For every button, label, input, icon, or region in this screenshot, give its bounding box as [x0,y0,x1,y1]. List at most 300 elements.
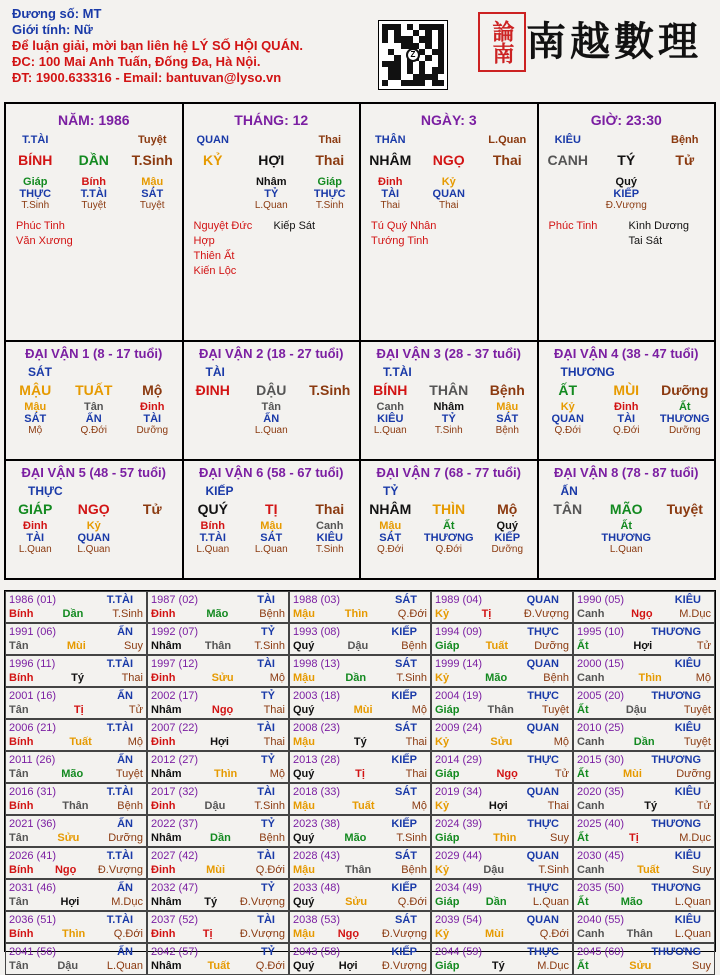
year-stage: Đ.Vượng [523,608,569,620]
dai-van-cell [5,341,183,460]
year-cell [147,591,289,623]
year-branch: Ngọ [337,928,360,940]
dai-van-ten-god-cell [301,413,360,425]
year-line-1 [577,785,711,799]
dai-van-stage-cell: Q.Đới [612,425,640,436]
year-stage: T.Sinh [396,832,427,844]
dai-van-ten-god [361,413,537,425]
pillar-stage [6,200,182,211]
year-cell [147,719,289,751]
year-line-2 [9,927,143,941]
star-item: Văn Xương [16,235,73,247]
year-branch: Mão [485,672,508,684]
year-ten-god: KIẾP [391,690,417,702]
dai-van-stage-cell [656,544,715,555]
year-ten-god: TỶ [260,690,275,702]
year-branch: Thân [487,704,514,716]
year-ten-god: QUAN [526,658,559,670]
year-stem: Nhâm [151,832,182,844]
year-ten-god: THƯƠNG [651,882,701,894]
year-branch: Dậu [347,640,369,652]
dai-van-hidden-stem [361,401,537,413]
dai-van-main-cell: Mộ [142,382,163,398]
red-seal [478,12,526,72]
dai-van-stage [6,425,182,436]
year-branch: Dần [210,832,231,844]
year-stage: L.Quan [674,896,711,908]
year-ten-god: KIẾP [391,818,417,830]
year-stem: Mậu [293,736,315,748]
year-label: 2004 (19) [435,690,483,702]
year-cell [289,687,431,719]
year-label: 2000 (15) [577,658,625,670]
year-line-2 [293,735,427,749]
dai-van-stage-cell: L.Quan [373,425,407,436]
year-label: 2026 (41) [9,850,57,862]
year-line-2 [9,895,143,909]
dai-van-stage-cell [539,544,598,555]
dai-van-hidden-stem-cell: Mậu [260,520,283,532]
year-line-1 [151,689,285,703]
year-ten-god: TỶ [260,882,275,894]
dai-van-ten-god-cell: TỶ [441,413,456,425]
dai-van-main-cell: QUÝ [197,501,228,517]
qr-module [438,80,444,86]
year-branch: Mùi [66,640,86,652]
dai-van-hidden-stem [539,520,715,532]
dai-van-ten-god-cell: THƯƠNG [423,532,474,544]
year-stem: Tân [9,768,29,780]
year-cell [573,751,715,783]
year-cell [5,783,147,815]
year-label: 2034 (49) [435,882,483,894]
dai-van-ten-god [539,413,715,425]
year-line-1 [9,753,143,767]
year-branch: Tị [73,704,84,716]
year-line-1 [293,689,427,703]
year-stage: Thai [263,736,285,748]
year-branch: Dậu [57,960,79,972]
year-ten-god: T.TÀI [106,914,133,926]
year-line-1 [151,593,285,607]
dai-van-stage [6,544,182,555]
dai-van-main [6,501,182,517]
year-stem: Đinh [151,736,176,748]
year-ten-god: T.TÀI [106,786,133,798]
year-cell [5,655,147,687]
year-stage: Suy [692,960,711,972]
dai-van-hidden-stem-cell: Ất [442,520,455,532]
year-label: 1991 (06) [9,626,57,638]
year-stem: Quý [293,768,315,780]
dai-van-ten-god [539,532,715,544]
year-stem: Tân [9,832,29,844]
year-branch: Dậu [204,800,226,812]
pillar-top-cell: THÂN [374,134,406,146]
year-stem: Kỷ [435,928,450,940]
pillar-stars-left [549,219,629,249]
year-label: 2017 (32) [151,786,199,798]
year-label: 2023 (38) [293,818,341,830]
year-line-2 [435,927,569,941]
year-stem: Canh [577,928,605,940]
year-stage: Đ.Vượng [239,896,285,908]
pillar-stage-cell [539,200,598,211]
dai-van-ten-god-cell [539,532,598,544]
year-stage: Tử [128,704,143,716]
year-ten-god: TỶ [260,818,275,830]
year-ten-god: TỶ [260,754,275,766]
year-label: 2001 (16) [9,690,57,702]
year-branch: Tý [491,960,505,972]
pillar-hidden-stem-cell [184,176,243,188]
year-label: 1986 (01) [9,594,57,606]
pillar-hidden-stem-cell: Quý [615,176,637,188]
star-item: Tai Sát [628,235,663,247]
year-line-2 [151,831,285,845]
year-line-2 [577,767,711,781]
year-cell [289,751,431,783]
year-stage: Tuyệt [541,704,569,716]
year-line-1 [293,945,427,959]
year-cell [431,911,573,943]
year-line-2 [293,703,427,717]
dai-van-title: ĐẠI VẬN 5 (48 - 57 tuổi) [21,465,166,480]
year-line-1 [293,881,427,895]
year-ten-god: THỰC [527,690,559,702]
year-cell [147,687,289,719]
star-item: Kiếp Sát [273,220,316,232]
dai-van-main [184,382,360,398]
year-line-2 [151,927,285,941]
year-label: 2011 (26) [9,754,56,766]
pillar-main-cell: NHÂM [369,152,412,168]
year-stage: Đ.Vượng [97,864,143,876]
year-ten-god: TỶ [260,626,275,638]
year-stage: Thai [405,736,427,748]
pillar-hidden-stem [6,176,182,188]
pillar-main [539,152,715,168]
year-line-2 [9,831,143,845]
year-ten-god: ẤN [117,882,133,894]
dai-van-stage-cell: L.Quan [18,544,52,555]
year-cell [5,879,147,911]
dai-van-hidden-stem-cell [123,520,182,532]
year-line-1 [151,721,285,735]
year-line-1 [9,593,143,607]
dai-van-cell [5,460,183,579]
pillar-hidden-stem [539,176,715,188]
dai-van-main-cell: MÙI [613,382,640,398]
year-branch: Tý [71,672,84,684]
star-item: Tướng Tinh [371,235,429,247]
year-cell [431,847,573,879]
year-ten-god: THƯƠNG [651,946,701,958]
dai-van-hidden-stem-cell: Kỷ [560,401,575,413]
year-line-1 [151,849,285,863]
year-branch: Ngọ [496,768,518,780]
year-stem: Ất [577,640,589,652]
year-cell [573,847,715,879]
pillar-main-cell: T.Sinh [131,152,173,168]
dai-van-hidden-stem-cell: Bính [200,520,225,532]
year-line-2 [9,767,143,781]
year-label: 2037 (52) [151,914,199,926]
year-stem: Canh [577,800,605,812]
year-ten-god: T.TÀI [106,850,133,862]
dai-van-cell [183,341,361,460]
year-line-1 [151,913,285,927]
year-line-1 [293,625,427,639]
year-stem: Đinh [151,928,176,940]
dai-van-ten-god [184,413,360,425]
year-ten-god: ẤN [117,946,133,958]
pillar-hidden-stem-cell: Mậu [141,176,164,188]
pillar-cell [360,103,538,341]
year-line-1 [293,785,427,799]
dai-van-main-cell: MẬU [19,382,52,398]
year-stem: Mậu [293,864,315,876]
dai-van-hidden-stem-cell: Tân [261,401,282,413]
year-branch: Hợi [488,800,508,812]
year-label: 1994 (09) [435,626,483,638]
year-label: 2022 (37) [151,818,199,830]
dai-van-hidden-stem-cell [656,520,715,532]
year-branch: Tuất [207,960,230,972]
pillar-stars [361,219,537,249]
year-cell [431,815,573,847]
dai-van-ten-god-cell: THƯƠNG [659,413,710,425]
dai-van-stage-cell: Bệnh [495,425,519,436]
year-stage: T.Sinh [396,672,427,684]
pillar-top-cell [420,134,479,146]
dai-van-hidden-stem [184,520,360,532]
year-branch: Tị [629,832,639,844]
year-line-1 [9,785,143,799]
year-ten-god: KIẾP [391,946,417,958]
dai-van-stage-cell: T.Sinh [434,425,463,436]
year-branch: Sửu [345,896,368,908]
year-stem: Quý [293,960,315,972]
year-stage: Mộ [553,736,569,748]
year-branch: Mùi [622,768,642,780]
year-ten-god: KIÊU [674,722,701,734]
pillar-stars [184,219,360,279]
year-stem: Mậu [293,928,315,940]
year-label: 2014 (29) [435,754,483,766]
dai-van-main-cell: Tuyệt [666,501,703,517]
year-cell [147,815,289,847]
dai-van-cell [183,460,361,579]
year-line-1 [293,657,427,671]
year-stem: Bính [9,800,34,812]
year-line-2 [293,959,427,973]
year-stage: Dưỡng [676,768,711,780]
year-branch: Tị [202,928,213,940]
year-line-2 [577,735,711,749]
pillar-cell [538,103,716,341]
year-stage: Bệnh [543,672,569,684]
year-stage: Đ.Vượng [381,960,427,972]
dai-van-ten-god-cell [184,413,243,425]
year-cell [5,815,147,847]
pillar-main-cell: NGỌ [432,152,465,168]
year-line-1 [9,689,143,703]
dai-van-ten-god-cell: TÀI [617,413,636,425]
year-ten-god: THƯƠNG [651,754,701,766]
dai-van-main-cell: T.Sinh [309,382,351,398]
year-cell [573,815,715,847]
year-cell [431,687,573,719]
dai-van-main [539,382,715,398]
year-line-2 [577,671,711,685]
pillar-hidden-stem-cell [539,176,598,188]
year-stage: Mộ [269,672,285,684]
year-stage: Tuyệt [115,768,143,780]
year-stage: T.Sinh [254,800,285,812]
dai-van-ten-god-cell [656,532,715,544]
pillar-main-cell: BÍNH [18,152,53,168]
year-ten-god: QUAN [526,594,559,606]
year-ten-god: KIẾP [391,882,417,894]
dai-van-ten-god-cell: KIÊU [316,532,343,544]
pillar-hidden-stem-cell: Kỷ [441,176,456,188]
year-label: 2045 (60) [577,946,625,958]
year-stage: Q.Đới [255,960,285,972]
year-branch: Mão [206,608,229,620]
year-label: 1998 (13) [293,658,341,670]
year-cell [573,783,715,815]
brand-logo: 南越數理 [526,18,702,65]
year-line-1 [293,913,427,927]
pillar-stage-cell: T.Sinh [21,200,50,211]
year-ten-god: ẤN [117,818,133,830]
dai-van-hidden-stem [361,520,537,532]
dai-van-stage-cell: Mộ [28,425,43,436]
year-line-1 [577,753,711,767]
year-line-2 [577,703,711,717]
pillar-title: GIỜ: 23:30 [590,112,662,128]
year-line-1 [293,817,427,831]
year-stage: Q.Đới [113,928,143,940]
year-stem: Bính [9,736,34,748]
dai-van-lead: KIẾP [205,484,234,498]
year-cell [289,783,431,815]
pillar-title: NĂM: 1986 [57,112,130,128]
year-stem: Nhâm [151,960,182,972]
year-branch: Mùi [353,704,373,716]
year-line-2 [293,671,427,685]
pillar-stars-left [371,219,451,249]
year-ten-god: THƯƠNG [651,818,701,830]
star-item: Phúc Tinh [16,220,65,232]
year-cell [147,879,289,911]
pillar-main-cell: Thai [492,152,522,168]
year-stage: Bệnh [117,800,143,812]
dai-van-title: ĐẠI VẬN 8 (78 - 87 tuổi) [554,465,699,480]
year-branch: Thìn [344,608,368,620]
year-stem: Bính [9,864,34,876]
year-label: 2025 (40) [577,818,625,830]
dai-van-hidden-stem-cell [539,520,598,532]
year-label: 2027 (42) [151,850,199,862]
year-stage: M.Dục [537,960,569,972]
dai-van-hidden-stem [6,401,182,413]
pillar-stage-cell: Thai [439,200,459,211]
year-stem: Quý [293,640,315,652]
year-stem: Nhâm [151,896,182,908]
year-stage: Bệnh [401,640,427,652]
dai-van-ten-god-cell: T.TÀI [199,532,226,544]
pillar-top-cell: KIÊU [554,134,581,146]
year-stem: Canh [577,864,605,876]
year-branch: Dần [345,672,367,684]
year-cell [147,911,289,943]
dai-van-ten-god-cell: QUAN [551,413,584,425]
year-cell [573,591,715,623]
pillar-hidden-stem-cell: Giáp [317,176,342,188]
year-stem: Kỷ [435,672,450,684]
year-line-1 [293,849,427,863]
year-stem: Giáp [435,832,460,844]
year-cell [289,655,431,687]
year-cell [573,719,715,751]
pillar-ten-god [184,188,360,200]
year-stem: Tân [9,640,29,652]
year-branch: Thân [345,864,372,876]
pillar-stage-cell: Tuyệt [139,200,165,211]
year-line-1 [151,817,285,831]
pillar-stars-left [16,219,96,249]
dai-van-hidden-stem-cell: Canh [376,401,404,413]
dai-van-hidden-stem-cell: Canh [316,520,344,532]
dai-van-lead: THỰC [28,484,63,498]
year-label: 2010 (25) [577,722,625,734]
dai-van-hidden-stem-cell: Mậu [24,401,47,413]
year-branch: Ngọ [631,608,653,620]
dai-van-lead: ẤN [560,484,578,498]
year-line-1 [9,945,143,959]
year-label: 2043 (58) [293,946,341,958]
qr-code[interactable] [378,20,448,90]
year-line-2 [577,959,711,973]
year-cell [147,783,289,815]
year-cell [573,943,715,975]
year-label: 1992 (07) [151,626,199,638]
dai-van-ten-god-cell: SÁT [379,532,402,544]
year-line-2 [435,639,569,653]
year-stage: Thai [547,800,569,812]
year-stage: M.Dục [679,608,711,620]
pillar-ten-god-cell [656,188,715,200]
year-branch: Tuất [69,736,92,748]
year-stage: Q.Đới [397,896,427,908]
pillar-main-cell: TÝ [617,152,636,168]
year-ten-god: SÁT [395,786,417,798]
dai-van-hidden-stem-cell: Mậu [496,401,519,413]
year-ten-god: THỰC [527,946,559,958]
year-line-1 [151,881,285,895]
pillar-ten-god [6,188,182,200]
year-line-2 [151,895,285,909]
year-line-2 [293,767,427,781]
year-line-2 [9,671,143,685]
year-ten-god: KIẾP [391,754,417,766]
year-line-2 [293,799,427,813]
year-cell [431,751,573,783]
year-line-1 [9,881,143,895]
year-line-1 [9,625,143,639]
